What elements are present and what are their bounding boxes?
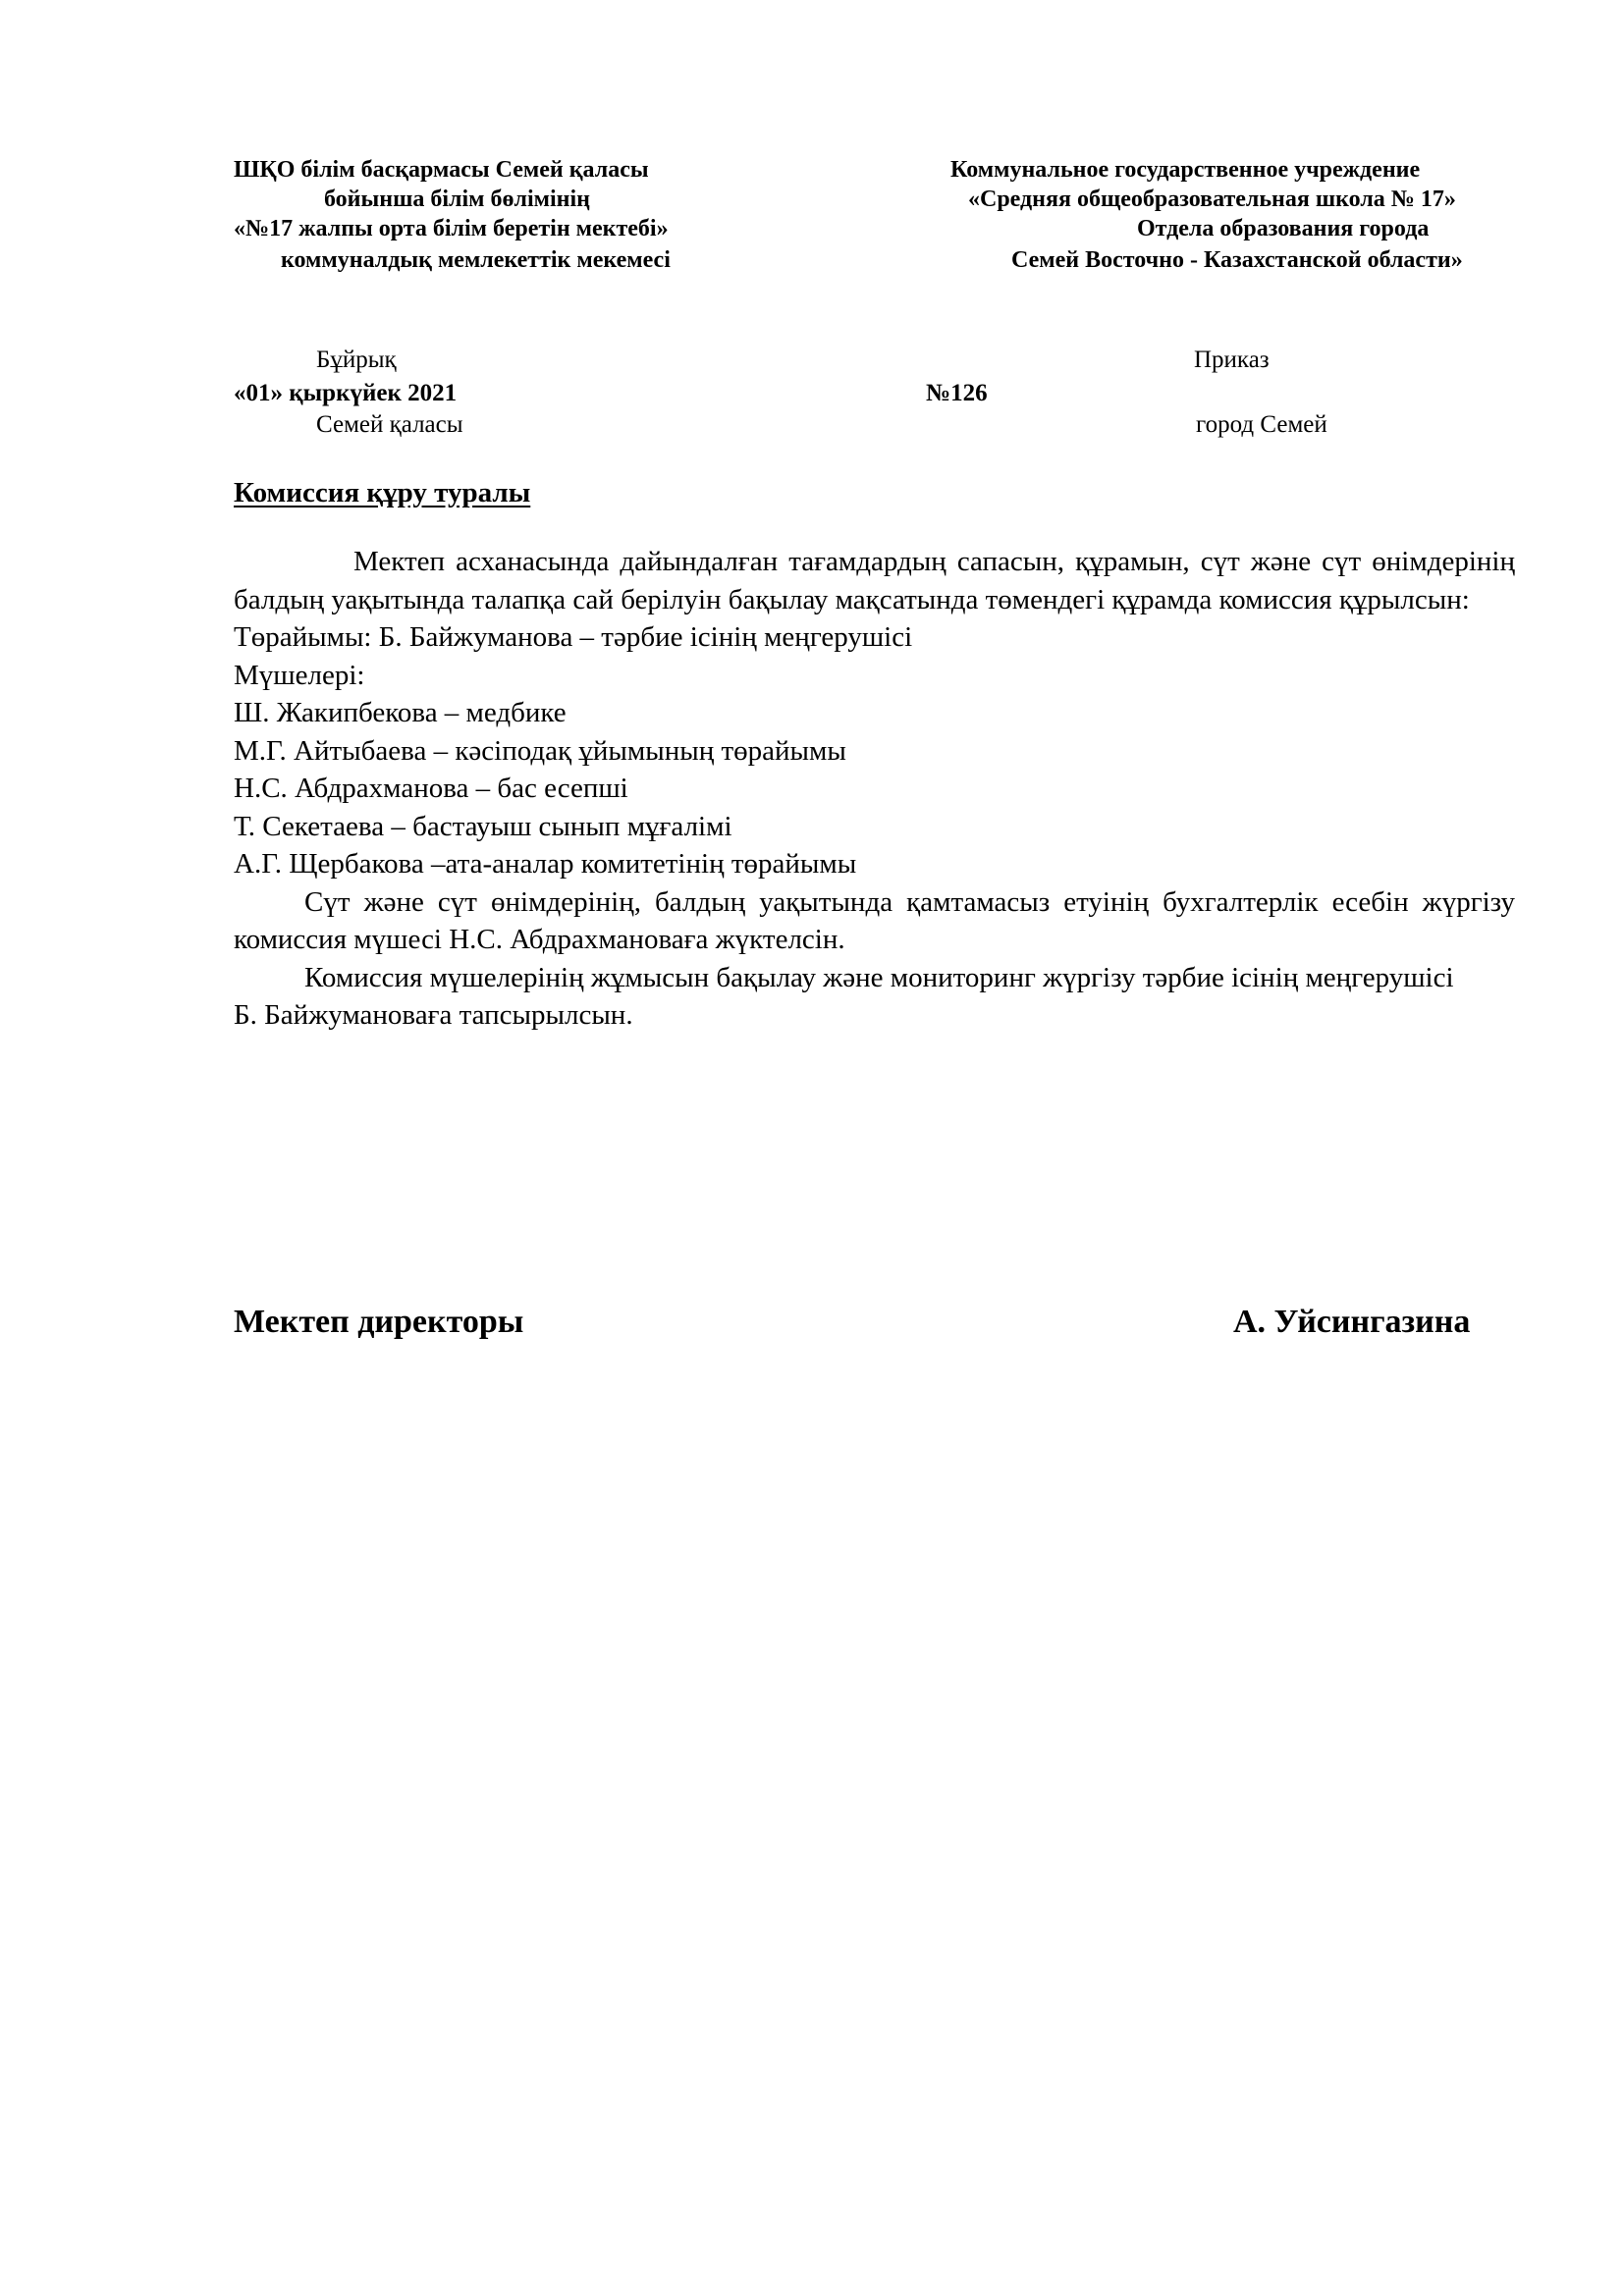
header-left-line-1: ШҚО білім басқармасы Семей қаласы [234, 157, 649, 183]
member-item: А.Г. Щербакова –ата-аналар комитетінің төрайымы [234, 848, 857, 880]
intro-paragraph: Мектеп асханасында дайындалған тағамдардың сапасын, құрамын, сүт және сүт өнімдерінің балдың уақытында талапқа сай берілуін бақылау мақсатында төмендегі құрамда комиссия құрылсын: [234, 546, 1515, 615]
member-item: Ш. Жакипбекова – медбике [234, 697, 567, 728]
doc-type-ru: Приказ [1194, 347, 1270, 373]
city-kz: Семей қаласы [316, 411, 463, 438]
member-item: Т. Секетаева – бастауыш сынып мұғалімі [234, 810, 732, 842]
document-title: Комиссия құру туралы [234, 477, 531, 508]
order-number: №126 [926, 380, 988, 406]
members-heading: Мүшелері: [234, 659, 365, 691]
monitoring-paragraph-end: Б. Байжумановаға тапсырылсын. [234, 999, 633, 1031]
header-right-line-2: «Средняя общеобразовательная школа № 17» [968, 187, 1456, 212]
chair-line: Төрайымы: Б. Байжуманова – тәрбие ісінің меңгерушісі [234, 621, 913, 653]
header-right-line-3: Отдела образования города [1137, 216, 1430, 241]
accounting-paragraph: Сүт және сүт өнімдерінің, балдың уақытында қамтамасыз етуінің бухгалтерлік есебін жүргізу комиссия мүшесі Н.С. Абдрахмановаға жүктелсін. [234, 885, 1515, 955]
member-item: Н.С. Абдрахманова – бас есепші [234, 773, 628, 804]
header-left-line-3: «№17 жалпы орта білім беретін мектебі» [234, 216, 669, 241]
header-left-line-4: коммуналдық мемлекеттік мекемесі [281, 247, 671, 273]
document-body [234, 543, 1515, 1035]
monitoring-paragraph: Комиссия мүшелерінің жұмысын бақылау және мониторинг жүргізу тәрбие ісінің меңгерушісі [304, 961, 1454, 993]
order-date: «01» қыркүйек 2021 [234, 380, 458, 406]
member-item: М.Г. Айтыбаева – кәсіподақ ұйымының төрайымы [234, 734, 846, 767]
header-right-line-4: Семей Восточно - Казахстанской области» [1011, 247, 1463, 273]
city-ru: город Семей [1196, 411, 1327, 438]
header-left-line-2: бойынша білім бөлімінің [324, 187, 590, 212]
doc-type-kz: Бұйрық [316, 347, 397, 373]
signature-name: А. Уйсингазина [1233, 1304, 1471, 1340]
header-right-line-1: Коммунальное государственное учреждение [950, 157, 1421, 183]
signature-position: Мектеп директоры [234, 1304, 524, 1340]
